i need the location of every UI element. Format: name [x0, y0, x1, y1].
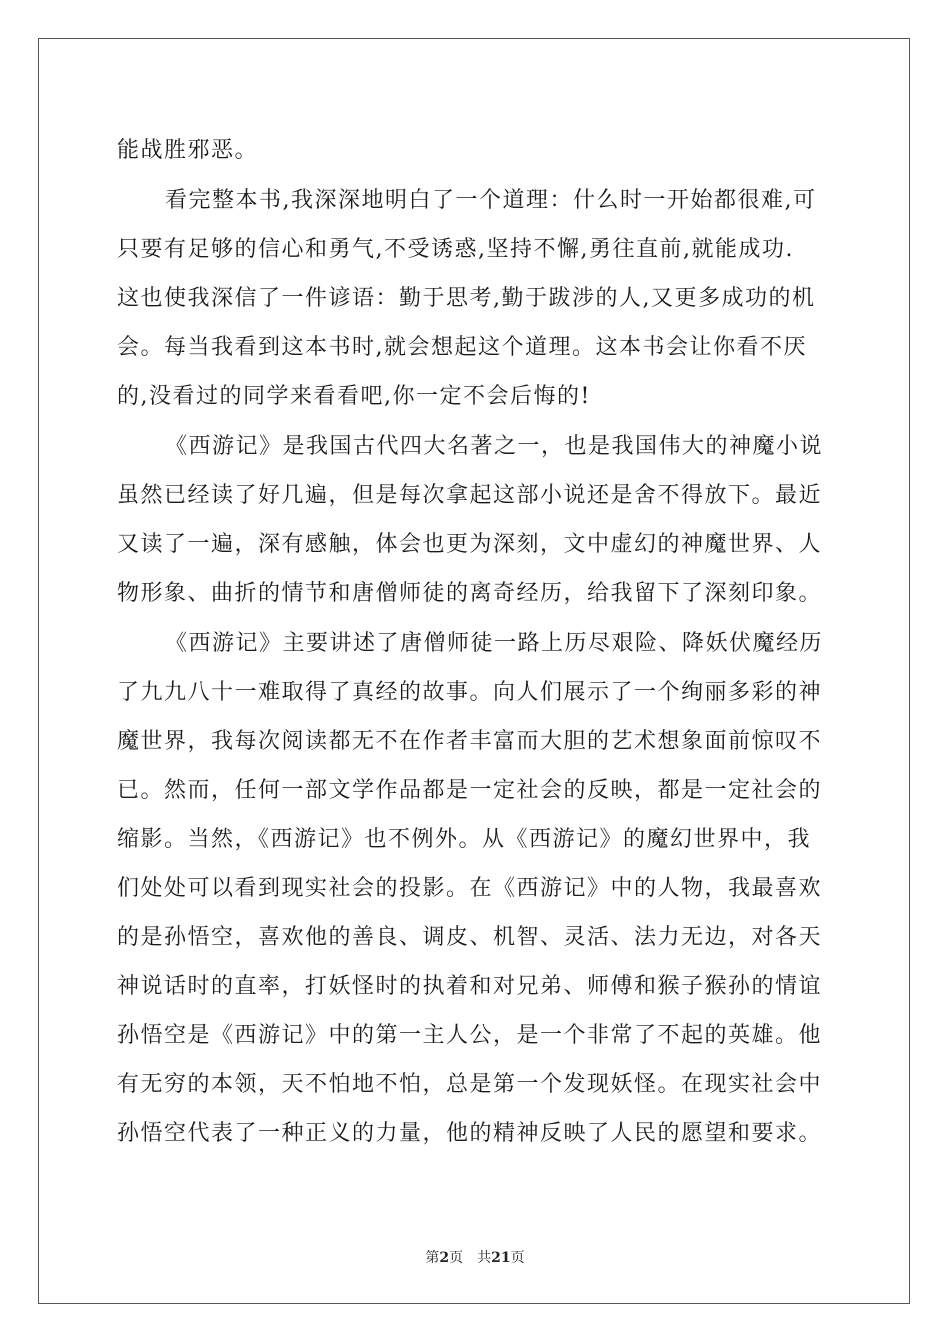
text-line: 能战胜邪恶。	[117, 138, 259, 163]
text-line: 了九九八十一难取得了真经的故事。向人们展示了一个绚丽多彩的神	[117, 680, 823, 705]
page-prefix: 第	[425, 1250, 440, 1266]
text-line: 已。然而，任何一部文学作品都是一定社会的反映，都是一定社会的	[117, 778, 823, 803]
page-footer	[0, 1248, 950, 1268]
text-line: 魔世界，我每次阅读都无不在作者丰富而大胆的艺术想象面前惊叹不	[117, 729, 823, 754]
text-line: 又读了一遍，深有感触，体会也更为深刻，文中虚幻的神魔世界、人	[117, 532, 823, 557]
text-line: 的,没看过的同学来看看吧,你一定不会后悔的!	[117, 384, 591, 409]
text-line: 《西游记》是我国古代四大名著之一，也是我国伟大的神魔小说	[165, 434, 824, 459]
total-pages: 21	[491, 1250, 511, 1266]
text-line: 《西游记》主要讲述了唐僧师徒一路上历尽艰险、降妖伏魔经历	[165, 631, 824, 656]
text-line: 孙悟空代表了一种正义的力量，他的精神反映了人民的愿望和要求。	[117, 1121, 823, 1146]
page-number: 2	[439, 1250, 450, 1266]
text-line: 会。每当我看到这本书时,就会想起这个道理。这本书会让你看不厌	[117, 335, 807, 360]
page-suffix: 页	[449, 1250, 464, 1266]
text-line: 看完整本书,我深深地明白了一个道理：什么时一开始都很难,可	[165, 188, 817, 213]
text-line: 这也使我深信了一件谚语：勤于思考,勤于跋涉的人,又更多成功的机	[117, 286, 816, 311]
text-line: 缩影。当然，《西游记》也不例外。从《西游记》的魔幻世界中，我	[117, 827, 812, 852]
page-border	[38, 38, 910, 1304]
text-line: 只要有足够的信心和勇气,不受诱惑,坚持不懈,勇往直前,就能成功.	[117, 237, 794, 262]
text-line: 虽然已经读了好几遍，但是每次拿起这部小说还是舍不得放下。最近	[117, 483, 823, 508]
text-line: 的是孙悟空，喜欢他的善良、调皮、机智、灵活、法力无边，对各天	[117, 925, 823, 950]
text-line: 们处处可以看到现实社会的投影。在《西游记》中的人物，我最喜欢	[117, 876, 823, 901]
text-line: 物形象、曲折的情节和唐僧师徒的离奇经历，给我留下了深刻印象。	[117, 581, 823, 606]
total-prefix: 共	[477, 1250, 492, 1266]
text-line: 神说话时的直率，打妖怪时的执着和对兄弟、师傅和猴子猴孙的情谊	[117, 974, 823, 999]
text-line: 有无穷的本领，天不怕地不怕，总是第一个发现妖怪。在现实社会中	[117, 1072, 823, 1097]
text-line: 孙悟空是《西游记》中的第一主人公，是一个非常了不起的英雄。他	[117, 1023, 823, 1048]
total-suffix: 页	[510, 1250, 525, 1266]
